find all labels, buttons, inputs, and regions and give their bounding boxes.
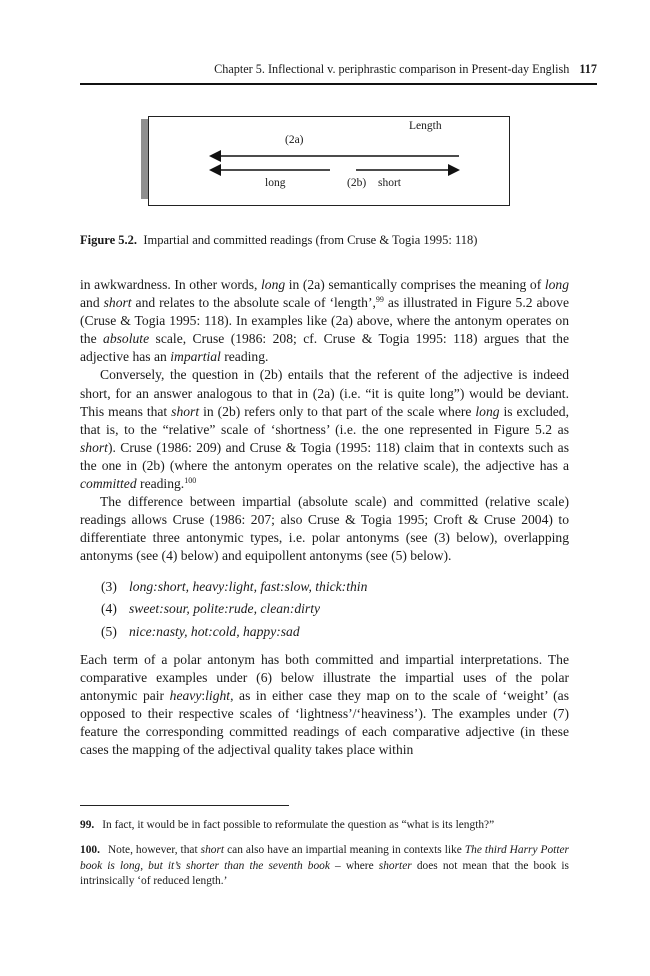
text-run: in (2b) refers only to that part of the scale where bbox=[199, 403, 476, 419]
emphasis: short bbox=[200, 844, 225, 857]
footnotes bbox=[80, 818, 569, 900]
figure-5-2 bbox=[148, 116, 510, 206]
emphasis: long bbox=[261, 277, 286, 292]
text-run: scale, Cruse (1986: 208; cf. Cruse & Togia 1995: 118) argues that the adjective has an bbox=[80, 331, 569, 365]
label-length: Length bbox=[409, 120, 442, 132]
text-run: ). Cruse (1986: 209) and Cruse & Togia (1995: 118) claim that in contexts such as the one in (2b) (where the antonym operates on the relative scale), the adjective has a bbox=[80, 439, 569, 473]
paragraph-4 bbox=[80, 651, 569, 760]
example-item bbox=[80, 576, 569, 599]
text-run: reading. bbox=[220, 349, 269, 365]
text-run: Each term of a polar antonym has both committed and impartial interpretations. The comparative examples under (6) below illustrate the impartial uses of the polar antonymic pair bbox=[80, 652, 569, 704]
emphasis: heavy bbox=[169, 688, 202, 704]
text-run: and relates to the absolute scale of ‘length’, bbox=[131, 295, 376, 311]
text-run: can also have an impartial meaning in contexts like bbox=[224, 844, 465, 857]
text-run: Note, however, that bbox=[107, 844, 201, 857]
emphasis: committed bbox=[80, 476, 137, 492]
emphasis: light bbox=[205, 688, 231, 704]
text-run: in awkwardness. In other words, bbox=[80, 277, 261, 292]
label-long: long bbox=[265, 177, 286, 189]
text-run: does not mean that the book is intrinsically ‘of reduced length.’ bbox=[80, 859, 569, 888]
length-arrow-head bbox=[209, 150, 221, 162]
label-2a: (2a) bbox=[285, 134, 304, 146]
emphasis: short bbox=[103, 295, 132, 311]
emphasis: long bbox=[475, 403, 500, 419]
example-text: long:short, heavy:light, fast:slow, thick:thin bbox=[129, 578, 368, 594]
text-run: , as in either case they map on to the scale of ‘weight’ (as opposed to their respective scales of ‘lightness’/‘heaviness’). The examples under (7) feature the corresponding committed readings of each comparative adjective (in these cases the mapping of the adjectival quality takes place within bbox=[80, 688, 569, 758]
text-run: reading. bbox=[136, 476, 185, 492]
scale-diagram bbox=[149, 117, 511, 207]
emphasis: short bbox=[80, 439, 108, 455]
example-text: sweet:sour, polite:rude, clean:dirty bbox=[129, 601, 321, 617]
emphasis: impartial bbox=[170, 349, 221, 365]
body-text bbox=[80, 276, 569, 760]
footnote-100 bbox=[80, 843, 569, 889]
caption-label: Figure 5.2. bbox=[80, 233, 138, 247]
text-run: : bbox=[201, 688, 206, 704]
footnote-rule bbox=[80, 805, 289, 806]
header-rule bbox=[80, 83, 597, 85]
text-run: – where bbox=[329, 859, 379, 872]
footnote-number: 100. bbox=[80, 844, 100, 857]
footnote-ref-99[interactable]: 99 bbox=[375, 295, 384, 305]
page-number: 117 bbox=[579, 62, 597, 76]
text-run: Conversely, the question in (2b) entails that the referent of the adjective is indeed short, for an answer analogous to that in (2a) (i.e. “it is quite long”) would be deviant. This means that bbox=[80, 367, 569, 419]
paragraph-1 bbox=[80, 276, 569, 366]
emphasis: short bbox=[171, 403, 200, 419]
caption-text: Impartial and committed readings (from Cruse & Togia 1995: 118) bbox=[143, 233, 478, 247]
example-list bbox=[80, 576, 569, 644]
example-item bbox=[80, 598, 569, 621]
label-2b: (2b) bbox=[347, 177, 367, 189]
example-item bbox=[80, 621, 569, 644]
text-run: in (2a) semantically comprises the meaning of bbox=[285, 277, 545, 292]
short-arrow-head bbox=[448, 164, 460, 176]
text-run: and bbox=[80, 295, 104, 311]
long-arrow-head bbox=[209, 164, 221, 176]
text-run: is excluded, that is, to the “relative” scale of ‘shortness’ (i.e. the one represented in Figure 5.2 as bbox=[80, 403, 569, 437]
emphasis: The third Harry Potter book is long, but it’s shorter than the seventh book bbox=[80, 844, 569, 872]
footnote-number: 99. bbox=[80, 819, 95, 831]
footnote-ref-100[interactable]: 100 bbox=[184, 476, 197, 486]
running-header bbox=[80, 62, 597, 82]
emphasis: shorter bbox=[378, 859, 412, 872]
text-run: as illustrated in Figure 5.2 above (Cruse & Togia 1995: 118). In examples like (2a) above, where the antonym operates on the bbox=[80, 295, 569, 347]
example-text: nice:nasty, hot:cold, happy:sad bbox=[129, 623, 300, 639]
paragraph-3: The difference between impartial (absolute scale) and committed (relative scale) readings allows Cruse (1986: 207; also Cruse & Togia 1995; Croft & Cruse 2004) to differentiate three antonymic types, i.e. polar antonyms (see (3) below), overlapping antonyms (see (4) below) and equipollent antonyms (see (5) below). bbox=[80, 494, 569, 564]
footnote-text: In fact, it would be in fact possible to reformulate the question as “what is its length?” bbox=[102, 819, 495, 831]
example-number: (5) bbox=[101, 623, 117, 639]
emphasis: long bbox=[544, 277, 570, 292]
figure-caption bbox=[80, 233, 477, 248]
label-short: short bbox=[378, 177, 401, 189]
example-number: (3) bbox=[101, 578, 117, 594]
running-title: Chapter 5. Inflectional v. periphrastic comparison in Present-day English bbox=[214, 62, 570, 76]
emphasis: absolute bbox=[103, 331, 150, 347]
footnote-99 bbox=[80, 818, 569, 833]
paragraph-2 bbox=[80, 366, 569, 493]
example-number: (4) bbox=[101, 601, 117, 617]
